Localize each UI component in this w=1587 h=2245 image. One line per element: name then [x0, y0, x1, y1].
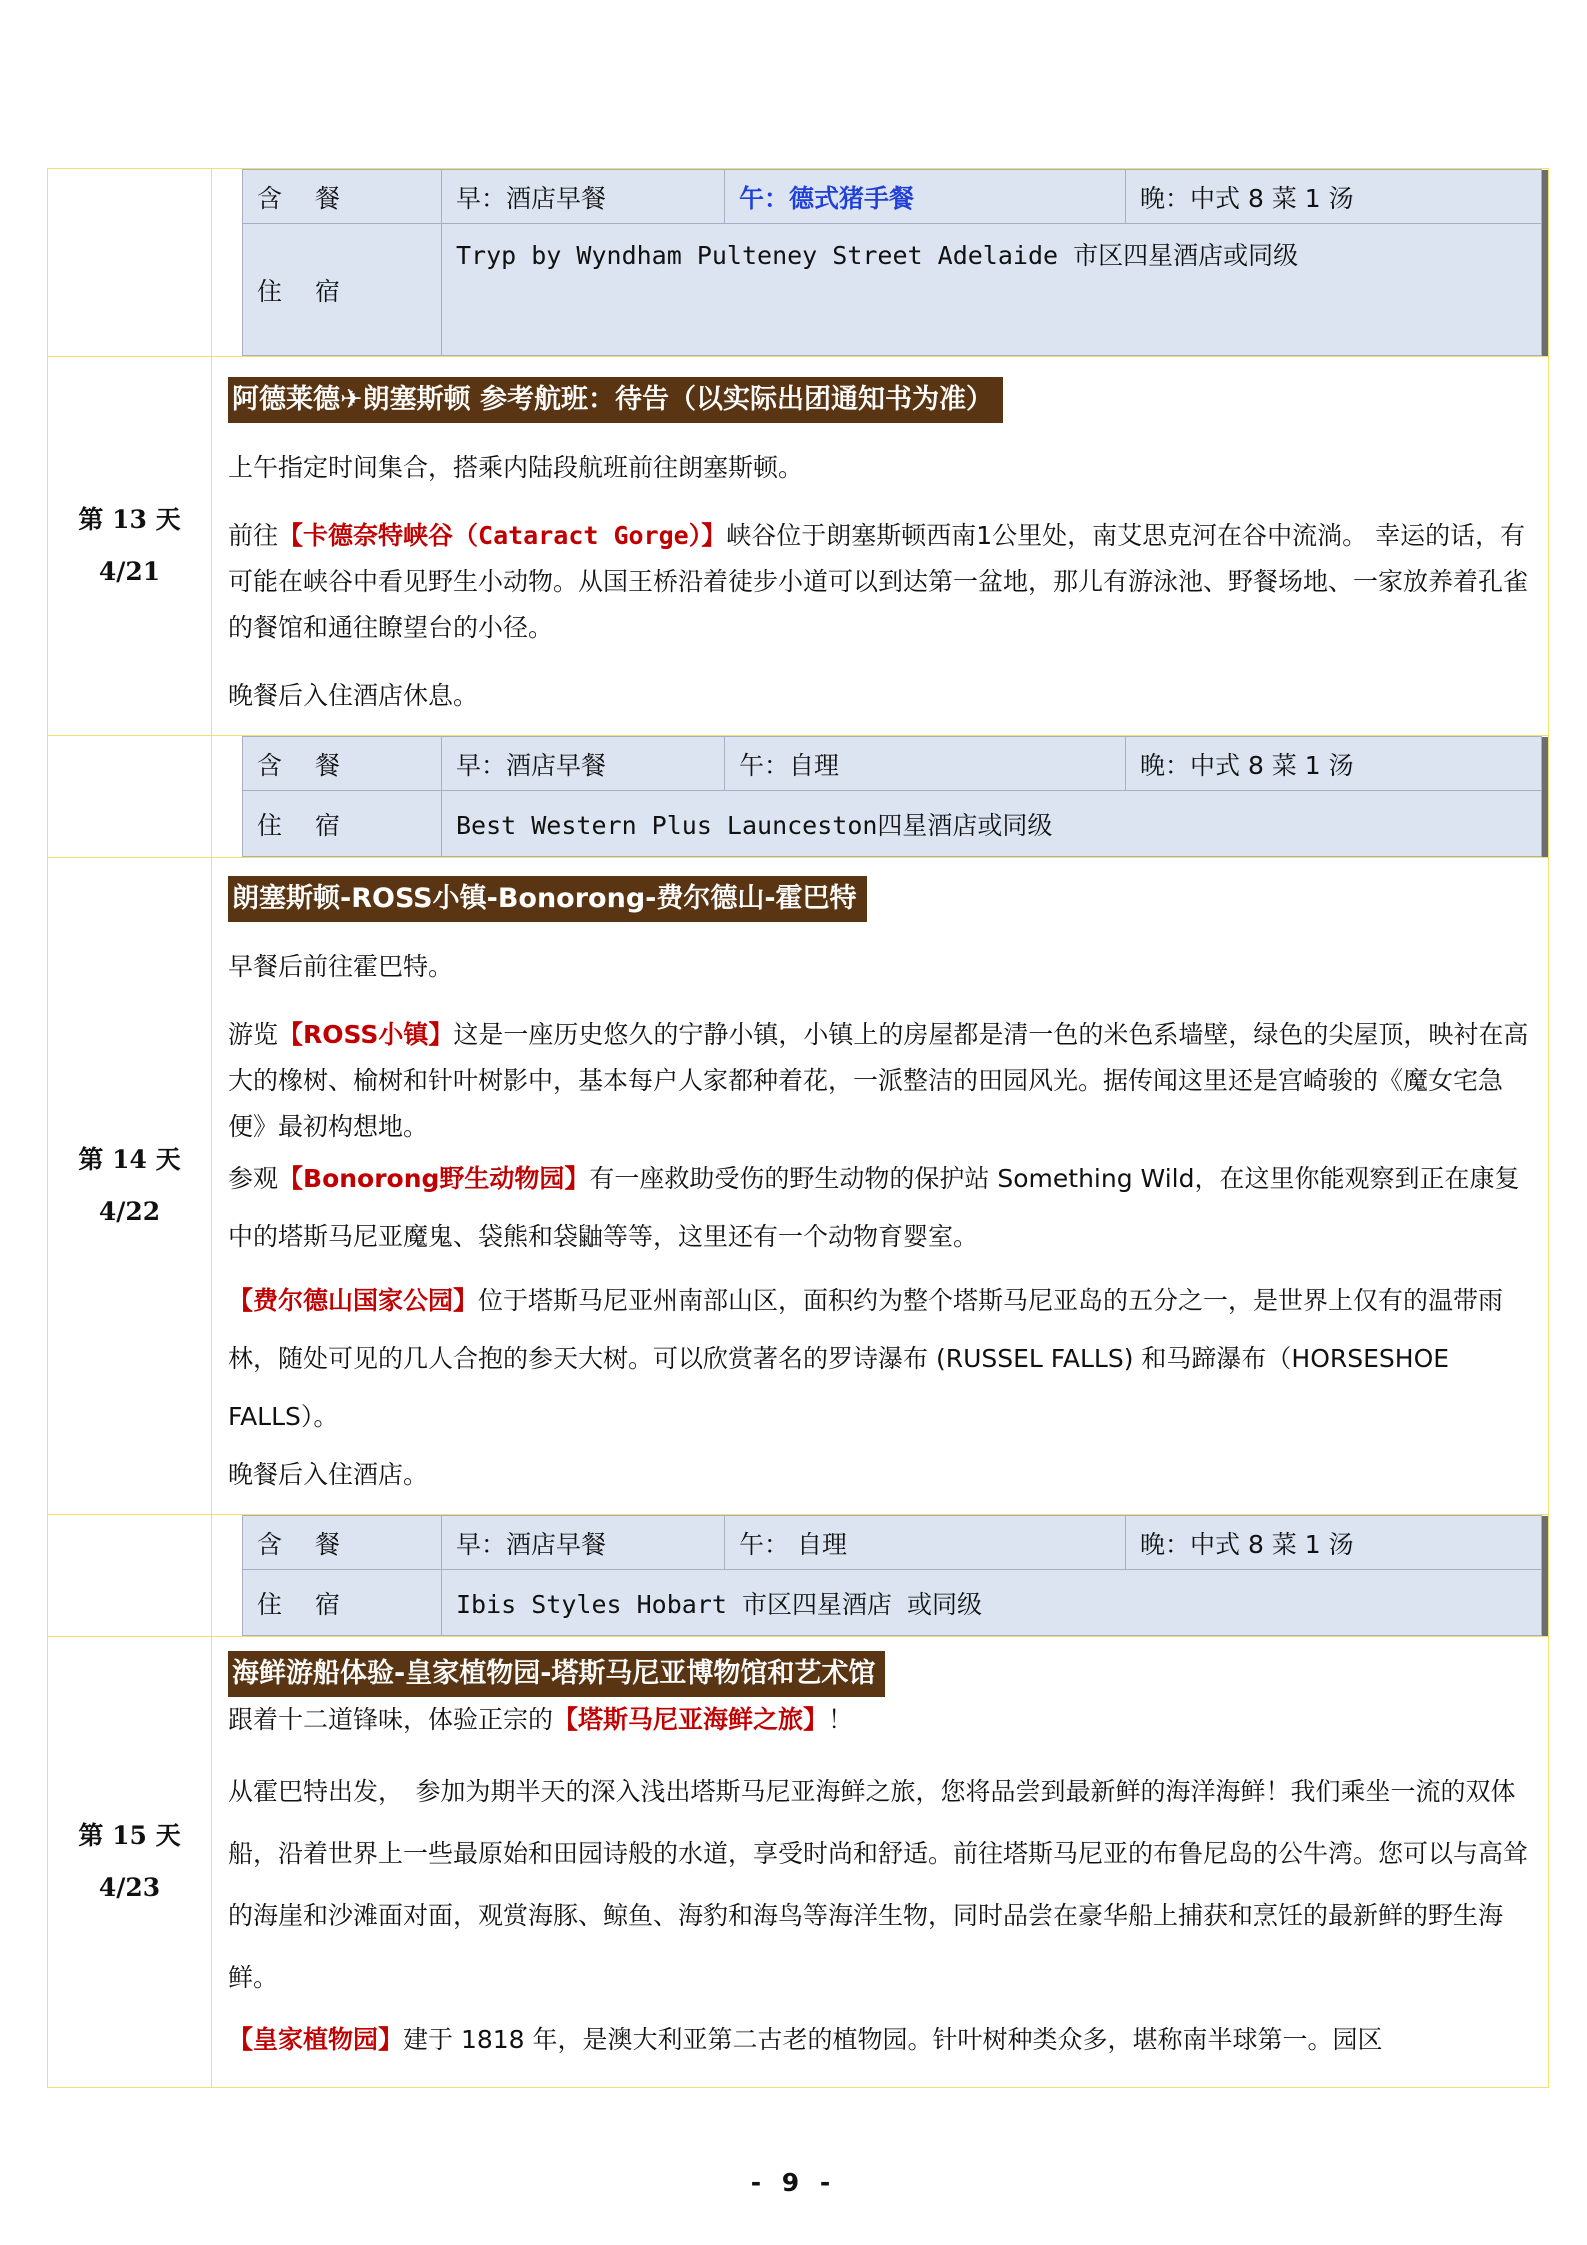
day13-content-cell: [212, 357, 1549, 736]
day-number: 第 13 天: [78, 505, 181, 534]
day15-row: [48, 1637, 1549, 2088]
breakfast-cell: 早：酒店早餐: [442, 737, 725, 791]
day-date: 4/23: [98, 1873, 161, 1902]
hotel-cell: Ibis Styles Hobart 市区四星酒店 或同级: [442, 1570, 1542, 1636]
paragraph: 晚餐后入住酒店。: [228, 1460, 429, 1489]
highlight-text: 【卡德奈特峡谷（Cataract Gorge）】: [278, 521, 727, 550]
hotel-label: 住 宿: [243, 1570, 442, 1636]
day14-label: [48, 858, 212, 1515]
paragraph: 上午指定时间集合，搭乘内陆段航班前往朗塞斯顿。: [228, 453, 804, 482]
scroll-bar-edge: [1542, 737, 1549, 857]
day13-heading: 阿德莱德✈朗塞斯顿 参考航班：待告（以实际出团通知书为准）: [228, 377, 1003, 423]
breakfast-cell: 早：酒店早餐: [442, 170, 725, 224]
highlight-text: 【Bonorong野生动物园】: [278, 1164, 590, 1193]
paragraph: 【费尔德山国家公园】位于塔斯马尼亚州南部山区，面积约为整个塔斯马尼亚岛的五分之一，是世界上仅有的温带雨林，随处可见的几人合抱的参天大树。可以欣赏著名的罗诗瀑布 (RUSSEL FALLS) 和马蹄瀑布（HORSESHOE FALLS）。: [228, 1286, 1504, 1431]
paragraph: 跟着十二道锋味，体验正宗的【塔斯马尼亚海鲜之旅】！: [228, 1705, 854, 1734]
day14-empty-cell: [48, 1515, 212, 1637]
lunch-cell: 午：自理: [725, 737, 1126, 791]
meal-hotel-table: [242, 736, 1548, 857]
page-number: - 9 -: [750, 2168, 837, 2197]
day14-info-row: [48, 1515, 1549, 1637]
scroll-bar-edge: [1542, 1516, 1549, 1636]
day15-label: [48, 1637, 212, 2088]
paragraph: 游览【ROSS小镇】这是一座历史悠久的宁静小镇，小镇上的房屋都是清一色的米色系墙壁，绿色的尖屋顶，映衬在高大的橡树、榆树和针叶树影中，基本每户人家都种着花，一派整洁的田园风光。据传闻这里还是宫崎骏的《魔女宅急便》最初构想地。: [228, 1020, 1529, 1141]
meal-hotel-table: [242, 1515, 1548, 1636]
hotel-cell: Tryp by Wyndham Pulteney Street Adelaide 市区四星酒店或同级: [442, 224, 1542, 356]
day-date: 4/22: [98, 1197, 161, 1226]
dinner-cell: 晚：中式 8 菜 1 汤: [1126, 737, 1542, 791]
paragraph: 早餐后前往霍巴特。: [228, 952, 454, 981]
day-number: 第 14 天: [78, 1145, 181, 1174]
paragraph: 晚餐后入住酒店休息。: [228, 681, 479, 710]
day13-row: [48, 357, 1549, 736]
day12-info-cell: [212, 169, 1549, 357]
hotel-label: 住 宿: [243, 791, 442, 857]
paragraph: 前往【卡德奈特峡谷（Cataract Gorge）】峡谷位于朗塞斯顿西南1公里处，南艾思克河在谷中流淌。 幸运的话，有可能在峡谷中看见野生小动物。从国王桥沿着徒步小道可以到达第一盆地，那儿有游泳池、野餐场地、一家放养着孔雀的餐馆和通往瞭望台的小径。: [228, 521, 1529, 642]
hotel-cell: Best Western Plus Launceston四星酒店或同级: [442, 791, 1542, 857]
meal-label: 含 餐: [243, 737, 442, 791]
meal-label: 含 餐: [243, 170, 442, 224]
day13-label: [48, 357, 212, 736]
dinner-cell: 晚：中式 8 菜 1 汤: [1126, 1516, 1542, 1570]
meal-label: 含 餐: [243, 1516, 442, 1570]
day-number: 第 15 天: [78, 1821, 181, 1850]
breakfast-cell: 早：酒店早餐: [442, 1516, 725, 1570]
day14-content-cell: [212, 858, 1549, 1515]
day13-info-row: [48, 736, 1549, 858]
meal-hotel-table: [242, 169, 1548, 356]
day13-info-cell: [212, 736, 1549, 858]
paragraph: 参观【Bonorong野生动物园】有一座救助受伤的野生动物的保护站 Something Wild，在这里你能观察到正在康复中的塔斯马尼亚魔鬼、袋熊和袋鼬等等，这里还有一个动物育婴室。: [228, 1164, 1520, 1251]
highlight-text: 【皇家植物园】: [228, 2025, 404, 2054]
lunch-text: 午：德式猪手餐: [739, 183, 915, 213]
hotel-label: 住 宿: [243, 224, 442, 356]
dinner-cell: 晚：中式 8 菜 1 汤: [1126, 170, 1542, 224]
highlight-text: 【塔斯马尼亚海鲜之旅】: [553, 1705, 829, 1734]
day14-heading: 朗塞斯顿-ROSS小镇-Bonorong-费尔德山-霍巴特: [228, 876, 867, 922]
day14-info-cell: [212, 1515, 1549, 1637]
day14-row: [48, 858, 1549, 1515]
paragraph: 【皇家植物园】建于 1818 年，是澳大利亚第二古老的植物园。针叶树种类众多，堪称南半球第一。园区: [228, 2025, 1383, 2054]
day15-heading: 海鲜游船体验-皇家植物园-塔斯马尼亚博物馆和艺术馆: [228, 1651, 885, 1697]
highlight-text: 【ROSS小镇】: [278, 1020, 454, 1049]
day13-empty-cell: [48, 736, 212, 858]
lunch-cell: 午： 自理: [725, 1516, 1126, 1570]
highlight-text: 【费尔德山国家公园】: [228, 1286, 479, 1315]
day-date: 4/21: [98, 557, 161, 586]
lunch-cell: [725, 170, 1126, 224]
scroll-bar-edge: [1542, 170, 1549, 356]
day12-info-row: [48, 169, 1549, 357]
day15-content-cell: [212, 1637, 1549, 2088]
day12-empty-cell: [48, 169, 212, 357]
itinerary-table: [47, 168, 1549, 2088]
paragraph: 从霍巴特出发， 参加为期半天的深入浅出塔斯马尼亚海鲜之旅，您将品尝到最新鲜的海洋海鲜！我们乘坐一流的双体船，沿着世界上一些最原始和田园诗般的水道，享受时尚和舒适。前往塔斯马尼亚的布鲁尼岛的公牛湾。您可以与高耸的海崖和沙滩面对面，观赏海豚、鲸鱼、海豹和海鸟等海洋生物，同时品尝在豪华船上捕获和烹饪的最新鲜的野生海鲜。: [228, 1777, 1529, 1992]
